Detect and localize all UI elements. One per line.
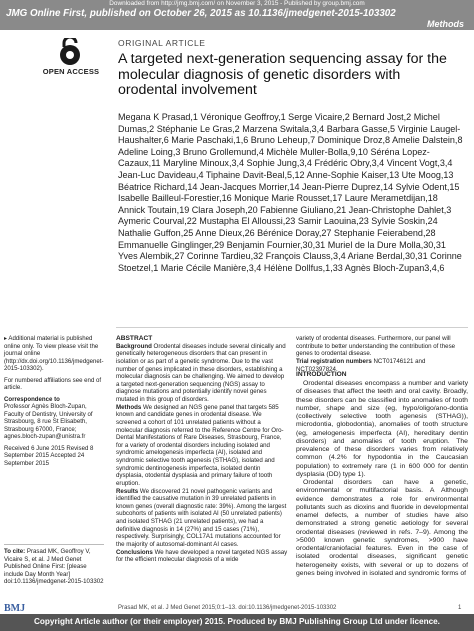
copyright-notice: Copyright Article author (or their employer) 2015. Produced by BMJ Publishing Group Ltd under licence. (34, 617, 440, 626)
intro-paragraph: Orodental disorders can have a genetic, environmental or multifactorial basis. A Although evidence demonstrates a role for environmental pollutants such as dioxins and fluoride in developmental enamel defects, a number of studies have also demonstrated a strong genetic aetiology for several orodental diseases (reviewed in refs. 7–9). Among the >5000 known genetic syndromes, >900 have orodental/craniofacial features. Even in the case of isolated orodental diseases, significant genetic heterogeneity exists, with several or up to dozens of genes being involved in isolated and syndromic forms of (296, 479, 468, 577)
supplementary-note: ▸ Additional material is published online only. To view please visit the journal online (http://dx.doi.org/10.1136/jmedgenet-2015-103302). (4, 335, 104, 372)
section-label: Methods (427, 19, 464, 29)
divider (116, 327, 468, 328)
abstract-continued-text: variety of orodental diseases. Furthermore, our panel will contribute to better understanding the contribution of these genes to orodental disease. (296, 335, 456, 358)
download-notice: Downloaded from http://jmg.bmj.com/ on November 3, 2015 - Published by group.bmj.com (109, 0, 365, 7)
cite-box (4, 544, 104, 586)
conclusions-label: Conclusions (116, 548, 153, 556)
background-label: Background (116, 342, 152, 350)
open-access-lock-icon (55, 38, 85, 68)
intro-paragraph: Orodental diseases encompass a number and variety of diseases that affect the teeth and oral cavity. Broadly, these disorders can be classified into anomalies of tooth number, shape and size (eg, hypo/oligo/ano-dontia (collectively selective tooth agenesis (STHAG)), microdontia, globodontia), anomalies of tooth structure (eg, amelogenesis imperfecta (AI), hereditary dentin disorders) and anomalies of tooth eruption. The prevalence of these disorders varies from relatively common (4.2% for hypodontia in the Caucasian population) to extremely rare (1 in 600 000 for dentin dysplasia (DD) type 1). (296, 380, 468, 478)
page-number: 1 (458, 605, 462, 611)
cite-text: Prasad MK, Geoffroy V, Vicaire S, et al. J Med Genet Published Online First: [please include Day Month Year] doi:10.1136/jmedgenet-2015-103302 (4, 548, 104, 585)
background-text: Orodental diseases include several clinically and genetically heterogeneous disorders that can present in isolation or as part of a genetic syndrome. Due to the vast number of genes implicated in these disorders, establishing a molecular diagnosis can be challenging. We aimed to develop a targeted next-generation sequencing (NGS) assay to diagnose mutations and potentially identify novel genes mutated in this group of disorders. (116, 342, 286, 403)
open-access-label: OPEN ACCESS (42, 67, 100, 76)
article-title: A targeted next-generation sequencing assay for the molecular diagnosis of genetic disorders with orodental involvement (118, 51, 447, 98)
sidebar-notes (4, 335, 104, 471)
bmj-logo: BMJ (4, 603, 26, 614)
introduction-heading: INTRODUCTION (296, 371, 347, 378)
results-label: Results (116, 487, 139, 495)
trial-label: Trial registration numbers (296, 357, 372, 365)
online-first-line: JMG Online First, published on October 26, 2015 as 10.1136/jmedgenet-2015-103302 (6, 8, 396, 19)
correspondence-heading: Correspondence to (4, 395, 60, 403)
affiliations-note: For numbered affiliations see end of article. (4, 376, 102, 391)
abstract (116, 335, 288, 564)
cite-heading: To cite: (4, 548, 26, 555)
author-list: Megana K Prasad,1 Véronique Geoffroy,1 Serge Vicaire,2 Bernard Jost,2 Michel Dumas,2 Stéphanie Le Gras,2 Marzena Switala,3,4 Barbara Gasse,5 Virginie Laugel-Haushalter,6 Marie Paschaki,1,6 Bruno Leheup,7 Dominique Droz,8 Amelie Dalstein,8 Adeline Loing,3 Bruno Grollemund,4 Michèle Muller-Bolla,9,10 Séréna Lopez-Cazaux,11 Maryline Minoux,3,4 Sophie Jung,3,4 Frédéric Obry,3,4 Vincent Vogt,3,4 Jean-Luc Davideau,4 Tiphaine Davit-Beal,5,12 Anne-Sophie Kaiser,13 Ute Moog,13 Béatrice Richard,14 Jean-Jacques Morrier,14 Jean-Pierre Duprez,14 Sylvie Odent,15 Isabelle Bailleul-Forestier,16 Monique Marie Rousset,17 Laure Merametdijan,18 Annick Toutain,19 Clara Joseph,20 Fabienne Giuliano,21 Jean-Christophe Dahlet,3 Aymeric Courval,22 Mustapha El Alloussi,23 Samir Laouina,23 Sylvie Soskin,24 Nathalie Guffon,25 Anne Dieux,26 Bérénice Doray,27 Stephanie Feierabend,28 Emmanuelle Ginglinger,29 Benjamin Fournier,30,31 Muriel de la Dure Molla,30,31 Yves Alembik,27 Corinne Tardieu,32 François Clauss,3,4 Ariane Berdal,30,31 Corinne Stoetzel,1 Marie Cécile Manière,3,4 Hélène Dollfus,1,33 Agnès Bloch-Zupan3,4,6 (118, 112, 463, 273)
received-dates: Received 6 June 2015 Revised 8 September 2015 Accepted 24 September 2015 (4, 444, 94, 467)
abstract-continued (296, 335, 468, 373)
abstract-heading: ABSTRACT (116, 335, 153, 342)
article-type: ORIGINAL ARTICLE (118, 38, 206, 48)
methods-text: We designed an NGS gene panel that targets 585 known and candidate genes in orodental disease. We screened a cohort of 101 unrelated patients without a molecular diagnosis referred to the Reference Centre for Oro-Dental Manifestations of Rare Diseases, Strasbourg, France, for a variety of orodental disorders including isolated and syndromic amelogenesis imperfecta (AI), isolated and syndromic selective tooth agenesis (STHAG), isolated and syndromic dentinogenesis imperfecta, isolated dentin dysplasia, otodental dysplasia and primary failure of tooth eruption. (116, 403, 284, 487)
conclusions-text: We have developed a novel targeted NGS assay for the efficient molecular diagnosis of a wide (116, 548, 288, 564)
footer-citation: Prasad MK, et al. J Med Genet 2015;0:1–13. doi:10.1136/jmedgenet-2015-103302 (118, 605, 337, 611)
introduction-body (296, 380, 468, 578)
results-text: We discovered 21 novel pathogenic variants and identified the causative mutation in 39 unrelated patients in known genes (overall diagnostic rate: 39%). Among the largest subcohorts of patients with isolated AI (50 unrelated patients) and isolated STHAG (21 unrelated patients), we had a definitive diagnosis in 14 (27%) and 15 cases (71%), respectively. Surprisingly, COL17A1 mutations accounted for the majority of autosomal-dominant AI cases. (116, 487, 287, 548)
trial-numbers: NCT01746121 and NCT02397824. (296, 357, 426, 373)
correspondence-text: Professor Agnès Bloch-Zupan, Faculty of Dentistry, University of Strasbourg, 8 rue St Elisabeth, Strasbourg 67000, France; agnes.bloch-zupan@unistra.fr (4, 403, 93, 440)
methods-label: Methods (116, 403, 142, 411)
